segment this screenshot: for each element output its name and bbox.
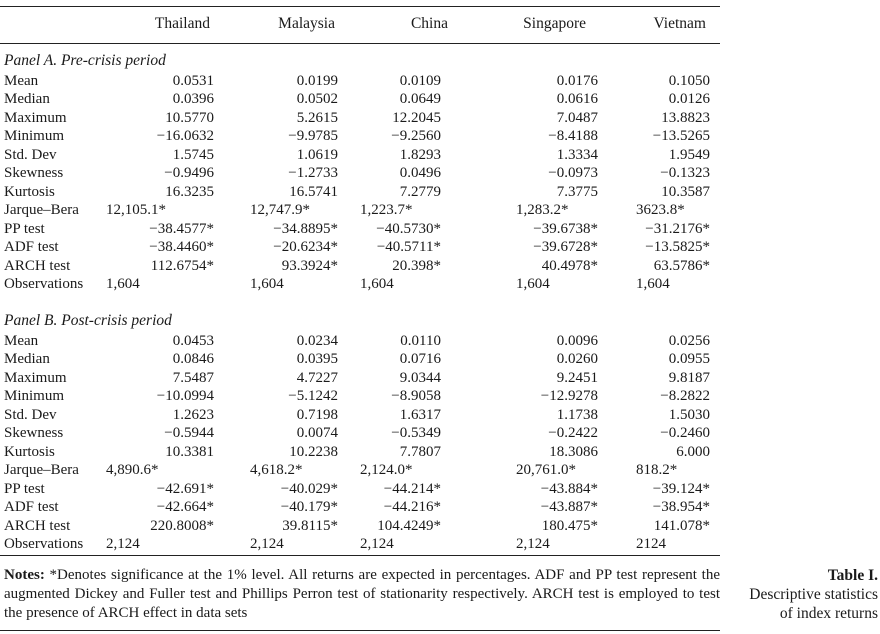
row-label: Kurtosis	[4, 443, 55, 460]
table-row	[0, 369, 720, 387]
table-row	[0, 498, 720, 516]
table-cell: 20,761.0*	[516, 462, 576, 479]
table-cell: −0.5944	[164, 425, 214, 442]
table-notes	[4, 566, 720, 623]
table-cell: −39.6728*	[533, 239, 598, 256]
table-cell: 9.0344	[399, 369, 441, 386]
table-cell: 40.4978*	[541, 257, 598, 274]
table-cell: 1,283.2*	[516, 202, 569, 219]
table-cell: 0.0176	[556, 73, 598, 89]
row-label: PP test	[4, 480, 45, 497]
table-row	[0, 535, 720, 553]
table-cell: 0.0096	[556, 333, 598, 349]
table-cell: 0.0260	[556, 351, 598, 368]
table-cell: 0.0531	[172, 73, 214, 89]
table-cell: −44.214*	[383, 480, 441, 497]
table-cell: −39.6738*	[533, 220, 598, 237]
table-cell: 4,618.2*	[250, 462, 303, 479]
table-row	[0, 238, 720, 256]
table-cell: 12.2045	[392, 109, 441, 126]
table-row	[0, 517, 720, 535]
table-cell: 1,604	[106, 275, 140, 292]
table-cell: 0.0256	[668, 333, 710, 349]
table-cell: 2,124	[250, 535, 284, 552]
table-cell: 1.5030	[668, 406, 710, 423]
table-cell: 0.0110	[400, 333, 441, 349]
table-cell: 10.5770	[165, 109, 214, 126]
table-cell: −0.5349	[391, 425, 441, 442]
row-label: ADF test	[4, 239, 59, 256]
table-cell: −16.0632	[156, 128, 214, 145]
column-header-malaysia: Malaysia	[278, 15, 335, 32]
header-bottom-rule	[0, 43, 720, 44]
table-cell: −42.664*	[156, 499, 214, 516]
table-cell: 0.0496	[399, 165, 441, 182]
table-cell: −43.884*	[540, 480, 598, 497]
table-cell: −31.2176*	[645, 220, 710, 237]
table-cell: 93.3924*	[281, 257, 338, 274]
table-cell: 4.7227	[296, 369, 338, 386]
table-cell: 1,604	[360, 275, 394, 292]
table-cell: 9.2451	[556, 369, 598, 386]
table-cell: −39.124*	[652, 480, 710, 497]
column-header-china: China	[410, 15, 448, 32]
row-label: Skewness	[4, 165, 64, 182]
table-cell: −0.2460	[660, 425, 710, 442]
table-cell: −0.1323	[660, 165, 710, 182]
caption-line-2: of index returns	[779, 605, 878, 622]
row-label: Skewness	[4, 425, 64, 442]
table-cell: 7.5487	[172, 369, 214, 386]
row-label: ARCH test	[4, 517, 71, 534]
table-row	[0, 350, 720, 368]
table-cell: 5.2615	[296, 109, 338, 126]
row-label: Median	[4, 91, 50, 108]
table-row	[0, 257, 720, 275]
table-cell: −8.2822	[660, 388, 710, 405]
row-label: Observations	[4, 275, 84, 292]
row-label: Mean	[4, 333, 39, 349]
table-cell: −1.2733	[288, 165, 338, 182]
table-row	[0, 201, 720, 219]
table-cell: 10.3381	[165, 443, 214, 460]
table-row	[0, 90, 720, 108]
table-cell: 18.3086	[549, 443, 598, 460]
column-header-thailand: Thailand	[154, 15, 210, 32]
table-row	[0, 275, 720, 293]
table-cell: 16.3235	[165, 183, 214, 200]
table-cell: 0.0955	[668, 351, 710, 368]
table-cell: 2,124	[360, 535, 394, 552]
table-cell: −40.5711*	[376, 239, 441, 256]
table-cell: 12,105.1*	[106, 202, 166, 219]
table-cell: 0.0616	[556, 91, 598, 108]
table-cell: 10.2238	[289, 443, 338, 460]
row-label: ADF test	[4, 499, 59, 516]
table-row	[0, 72, 720, 90]
row-label: Observations	[4, 535, 84, 552]
row-label: Std. Dev	[4, 406, 57, 423]
table-cell: 1.2623	[172, 406, 214, 423]
notes-bottom-rule	[0, 630, 720, 631]
table-cell: 13.8823	[661, 109, 710, 126]
table-caption	[724, 566, 878, 623]
table-cell: 3623.8*	[636, 202, 685, 219]
table-row	[0, 183, 720, 201]
table-row	[0, 387, 720, 405]
table-row	[0, 424, 720, 442]
row-label: Jarque–Bera	[4, 202, 79, 219]
table-cell: −9.2560	[391, 128, 441, 145]
table-bottom-rule	[0, 555, 720, 556]
table-cell: 7.0487	[556, 109, 598, 126]
table-cell: 0.0502	[296, 91, 338, 108]
table-cell: −40.5730*	[376, 220, 441, 237]
table-cell: 141.078*	[653, 517, 710, 534]
table-cell: 10.3587	[661, 183, 710, 200]
table-cell: 9.8187	[668, 369, 710, 386]
table-cell: 0.7198	[296, 406, 338, 423]
table-cell: 818.2*	[636, 462, 678, 479]
table-cell: −8.4188	[548, 128, 598, 145]
table-cell: −13.5265	[652, 128, 710, 145]
table-cell: 0.0649	[399, 91, 441, 108]
table-cell: 0.0396	[172, 91, 214, 108]
table-cell: −10.0994	[156, 388, 214, 405]
table-cell: 1.0619	[296, 146, 338, 163]
table-row	[0, 332, 720, 350]
row-label: Kurtosis	[4, 183, 55, 200]
table-row	[0, 164, 720, 182]
table-cell: 0.0234	[296, 333, 338, 349]
table-cell: 1,604	[250, 275, 284, 292]
table-row	[0, 480, 720, 498]
table-cell: −0.9496	[164, 165, 214, 182]
table-cell: 0.0074	[296, 425, 338, 442]
table-cell: −0.2422	[548, 425, 598, 442]
table-cell: 2124	[636, 535, 666, 552]
table-top-rule	[0, 6, 720, 7]
panel-a-title: Panel A. Pre-crisis period	[4, 52, 166, 69]
table-cell: 0.0109	[399, 73, 441, 89]
panel-b-title: Panel B. Post-crisis period	[4, 312, 172, 329]
row-label: Minimum	[4, 388, 65, 405]
table-cell: 1.3334	[556, 146, 598, 163]
table-cell: −9.9785	[288, 128, 338, 145]
row-label: PP test	[4, 220, 45, 237]
table-cell: 1,604	[516, 275, 550, 292]
table-cell: 0.0395	[296, 351, 338, 368]
table-cell: 180.475*	[541, 517, 598, 534]
column-header-singapore: Singapore	[523, 15, 586, 32]
table-cell: −0.0973	[548, 165, 598, 182]
table-cell: −34.8895*	[273, 220, 338, 237]
table-cell: −43.887*	[540, 499, 598, 516]
table-row	[0, 109, 720, 127]
row-label: Maximum	[4, 109, 67, 126]
table-row	[0, 146, 720, 164]
table-row	[0, 406, 720, 424]
table-cell: −38.4460*	[149, 239, 214, 256]
table-cell: −20.6234*	[273, 239, 338, 256]
table-row	[0, 443, 720, 461]
table-cell: 12,747.9*	[250, 202, 310, 219]
table-cell: 2,124	[106, 535, 140, 552]
table-cell: 63.5786*	[653, 257, 710, 274]
table-cell: 1.8293	[399, 146, 441, 163]
table-cell: 1.6317	[399, 406, 441, 423]
row-label: Std. Dev	[4, 146, 57, 163]
table-cell: −5.1242	[288, 388, 338, 405]
table-cell: 0.0716	[399, 351, 441, 368]
table-cell: 2,124.0*	[360, 462, 413, 479]
notes-text: *Denotes significance at the 1% level. All returns are expected in percentages. ADF and PP test represent the augmented Dickey and Fuller test and Phillips Perron test of stationarity respectively. ARCH test is employed to test the presence of ARCH effect in data sets	[4, 567, 720, 621]
table-cell: 1,223.7*	[360, 202, 413, 219]
row-label: Median	[4, 351, 50, 368]
caption-line-1: Descriptive statistics	[749, 586, 878, 603]
table-cell: −8.9058	[391, 388, 441, 405]
table-cell: −38.954*	[652, 499, 710, 516]
table-cell: 0.0846	[172, 351, 214, 368]
table-cell: 20.398*	[392, 257, 441, 274]
table-cell: 7.7807	[399, 443, 441, 460]
table-cell: −13.5825*	[645, 239, 710, 256]
table-cell: 220.8008*	[150, 517, 214, 534]
table-cell: 0.1050	[668, 73, 710, 89]
table-cell: 6.000	[676, 443, 710, 460]
table-cell: −40.179*	[280, 499, 338, 516]
table-cell: 0.0199	[296, 73, 338, 89]
table-cell: 16.5741	[289, 183, 338, 200]
table-cell: 1.1738	[556, 406, 598, 423]
table-row	[0, 461, 720, 479]
table-cell: 0.0126	[668, 91, 710, 108]
table-number: Table I.	[827, 567, 878, 584]
table-cell: 4,890.6*	[106, 462, 159, 479]
row-label: Mean	[4, 73, 39, 89]
table-cell: 7.3775	[556, 183, 598, 200]
table-cell: 1,604	[636, 275, 670, 292]
table-cell: −44.216*	[383, 499, 441, 516]
table-cell: 1.5745	[172, 146, 214, 163]
row-label: Minimum	[4, 128, 65, 145]
column-header-vietnam: Vietnam	[653, 15, 706, 32]
table-cell: 0.0453	[172, 333, 214, 349]
table-cell: 112.6754*	[150, 257, 214, 274]
table-cell: 2,124	[516, 535, 550, 552]
table-cell: −42.691*	[156, 480, 214, 497]
table-row	[0, 127, 720, 145]
row-label: ARCH test	[4, 257, 71, 274]
table-cell: 1.9549	[668, 146, 710, 163]
table-cell: −12.9278	[540, 388, 598, 405]
table-row	[0, 220, 720, 238]
table-cell: −40.029*	[280, 480, 338, 497]
notes-heading: Notes:	[4, 567, 45, 583]
table-cell: −38.4577*	[149, 220, 214, 237]
table-cell: 104.4249*	[377, 517, 441, 534]
row-label: Jarque–Bera	[4, 462, 79, 479]
row-label: Maximum	[4, 369, 67, 386]
table-cell: 7.2779	[399, 183, 441, 200]
table-cell: 39.8115*	[282, 517, 338, 534]
